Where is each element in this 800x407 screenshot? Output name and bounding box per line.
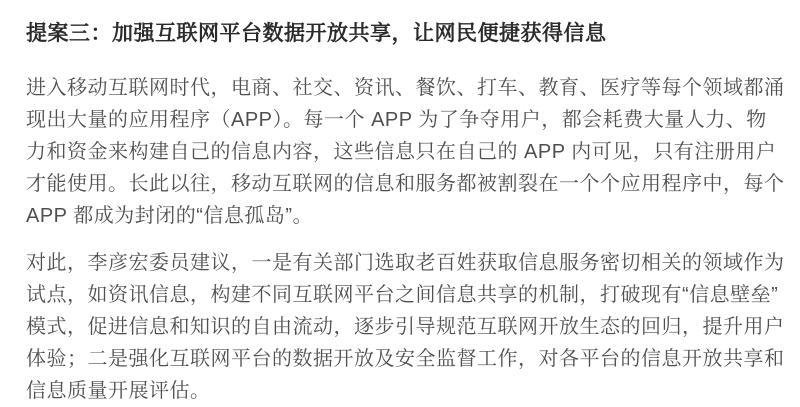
paragraph-1	[26, 72, 788, 232]
article-title: 提案三：加强互联网平台数据开放共享，让网民便捷获得信息	[26, 22, 607, 45]
text-line: 力和资金来构建自己的信息内容，这些信息只在自己的 APP 内可见，只有注册用户	[26, 141, 777, 163]
paragraph-2	[26, 247, 788, 407]
text-line: 信息质量开展评估。	[26, 380, 211, 402]
text-line: 对此，李彦宏委员建议，一是有关部门选取老百姓获取信息服务密切相关的领域作为	[26, 252, 785, 274]
text-line: 现出大量的应用程序（APP）。每一个 APP 为了争夺用户，都会耗费大量人力、物	[26, 109, 767, 131]
text-line: 体验；二是强化互联网平台的数据开放及安全监督工作，对各平台的信息开放共享和	[26, 348, 785, 370]
text-line: 进入移动互联网时代，电商、社交、资讯、餐饮、打车、教育、医疗等每个领域都涌	[26, 77, 785, 99]
text-line: 才能使用。长此以往，移动互联网的信息和服务都被割裂在一个个应用程序中，每个	[26, 173, 785, 195]
text-line: APP 都成为封闭的“信息孤岛”。	[26, 205, 314, 227]
text-line: 试点，如资讯信息，构建不同互联网平台之间信息共享的机制，打破现有“信息壁垒”	[26, 284, 779, 306]
text-line: 模式，促进信息和知识的自由流动，逐步引导规范互联网开放生态的回归，提升用户	[26, 316, 785, 338]
